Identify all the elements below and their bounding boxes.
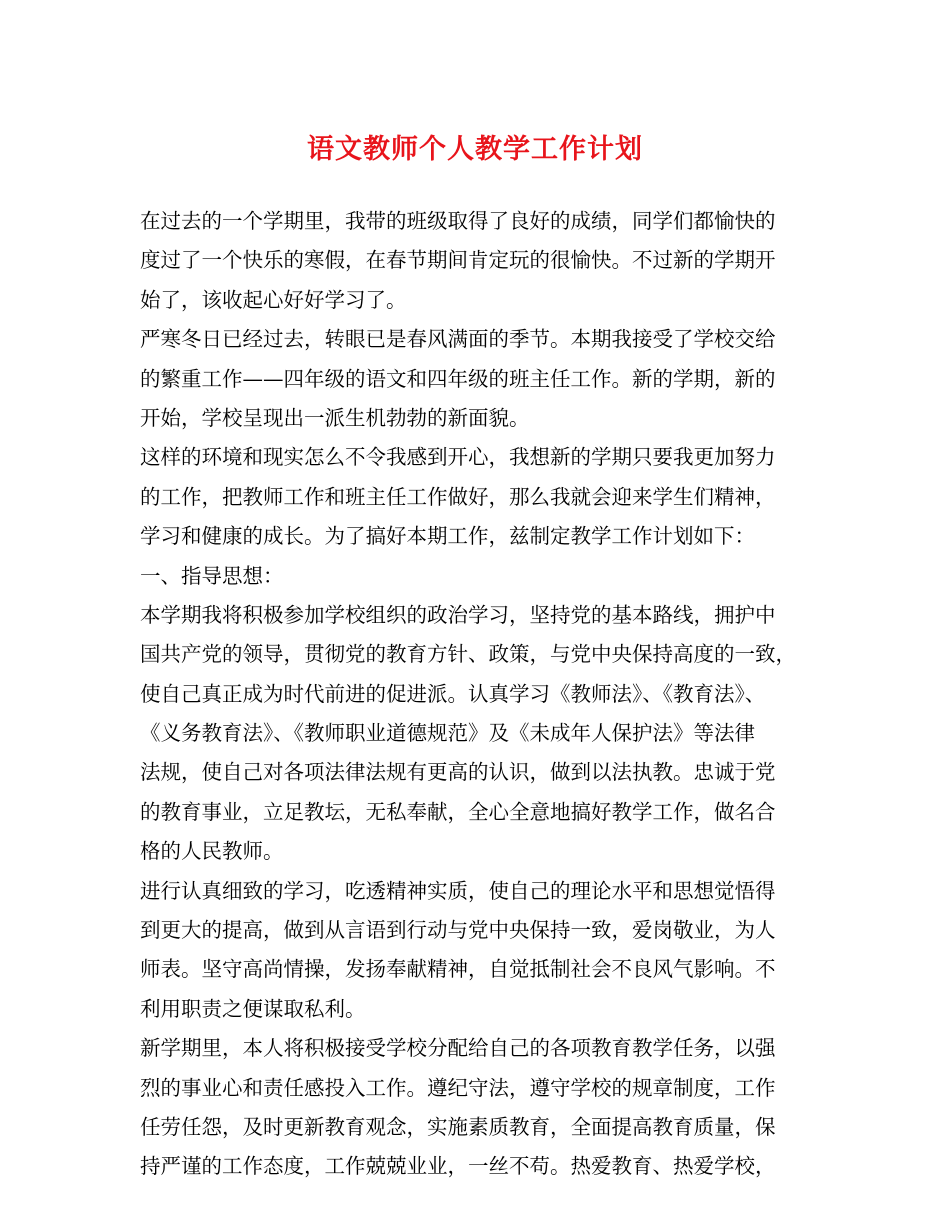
text-line: 师表。坚守高尚情操，发扬奉献精神，自觉抵制社会不良风气影响。不 — [140, 957, 776, 982]
text-line: 的繁重工作——四年级的语文和四年级的班主任工作。新的学期，新的 — [140, 366, 776, 391]
text-line: 本学期我将积极参加学校组织的政治学习，坚持党的基本路线，拥护中 — [140, 602, 776, 627]
text-line: 利用职责之便谋取私利。 — [140, 996, 366, 1021]
text-line: 使自己真正成为时代前进的促进派。认真学习《教师法》、《教育法》、 — [140, 681, 766, 706]
text-line: 新学期里，本人将积极接受学校分配给自己的各项教育教学任务，以强 — [140, 1036, 776, 1061]
text-line: 的工作，把教师工作和班主任工作做好，那么我就会迎来学生们精神， — [140, 484, 776, 509]
text-line: 的教育事业，立足教坛，无私奉献，全心全意地搞好教学工作，做名合 — [140, 799, 776, 824]
document-title: 语文教师个人教学工作计划 — [307, 134, 643, 165]
text-line: 始了，该收起心好好学习了。 — [140, 287, 407, 312]
text-line: 学习和健康的成长。为了搞好本期工作，兹制定教学工作计划如下： — [140, 524, 755, 549]
section-heading: 一、指导思想： — [140, 563, 284, 588]
text-line: 在过去的一个学期里，我带的班级取得了良好的成绩，同学们都愉快的 — [140, 209, 776, 233]
text-line: 进行认真细致的学习，吃透精神实质，使自己的理论水平和思想觉悟得 — [140, 878, 776, 903]
text-line: 持严谨的工作态度，工作兢兢业业，一丝不苟。热爱教育、热爱学校， — [140, 1154, 776, 1179]
text-line: 格的人民教师。 — [140, 839, 284, 864]
text-line: 到更大的提高，做到从言语到行动与党中央保持一致，爱岗敬业，为人 — [140, 918, 776, 943]
text-line: 任劳任怨，及时更新教育观念，实施素质教育，全面提高教育质量，保 — [140, 1114, 776, 1139]
text-line: 度过了一个快乐的寒假，在春节期间肯定玩的很愉快。不过新的学期开 — [140, 248, 776, 273]
text-line: 严寒冬日已经过去，转眼已是春风满面的季节。本期我接受了学校交给 — [140, 327, 776, 352]
text-line: 烈的事业心和责任感投入工作。遵纪守法，遵守学校的规章制度，工作 — [140, 1075, 776, 1100]
text-line: 国共产党的领导，贯彻党的教育方针、政策，与党中央保持高度的一致， — [140, 642, 796, 667]
text-line: 开始，学校呈现出一派生机勃勃的新面貌。 — [140, 405, 530, 430]
text-line: 法规，使自己对各项法律法规有更高的认识，做到以法执教。忠诚于党 — [140, 760, 776, 785]
text-line: 《义务教育法》、《教师职业道德规范》及《未成年人保护法》等法律 — [140, 721, 755, 746]
text-line: 这样的环境和现实怎么不令我感到开心，我想新的学期只要我更加努力 — [140, 445, 776, 470]
document-body — [140, 202, 820, 1187]
